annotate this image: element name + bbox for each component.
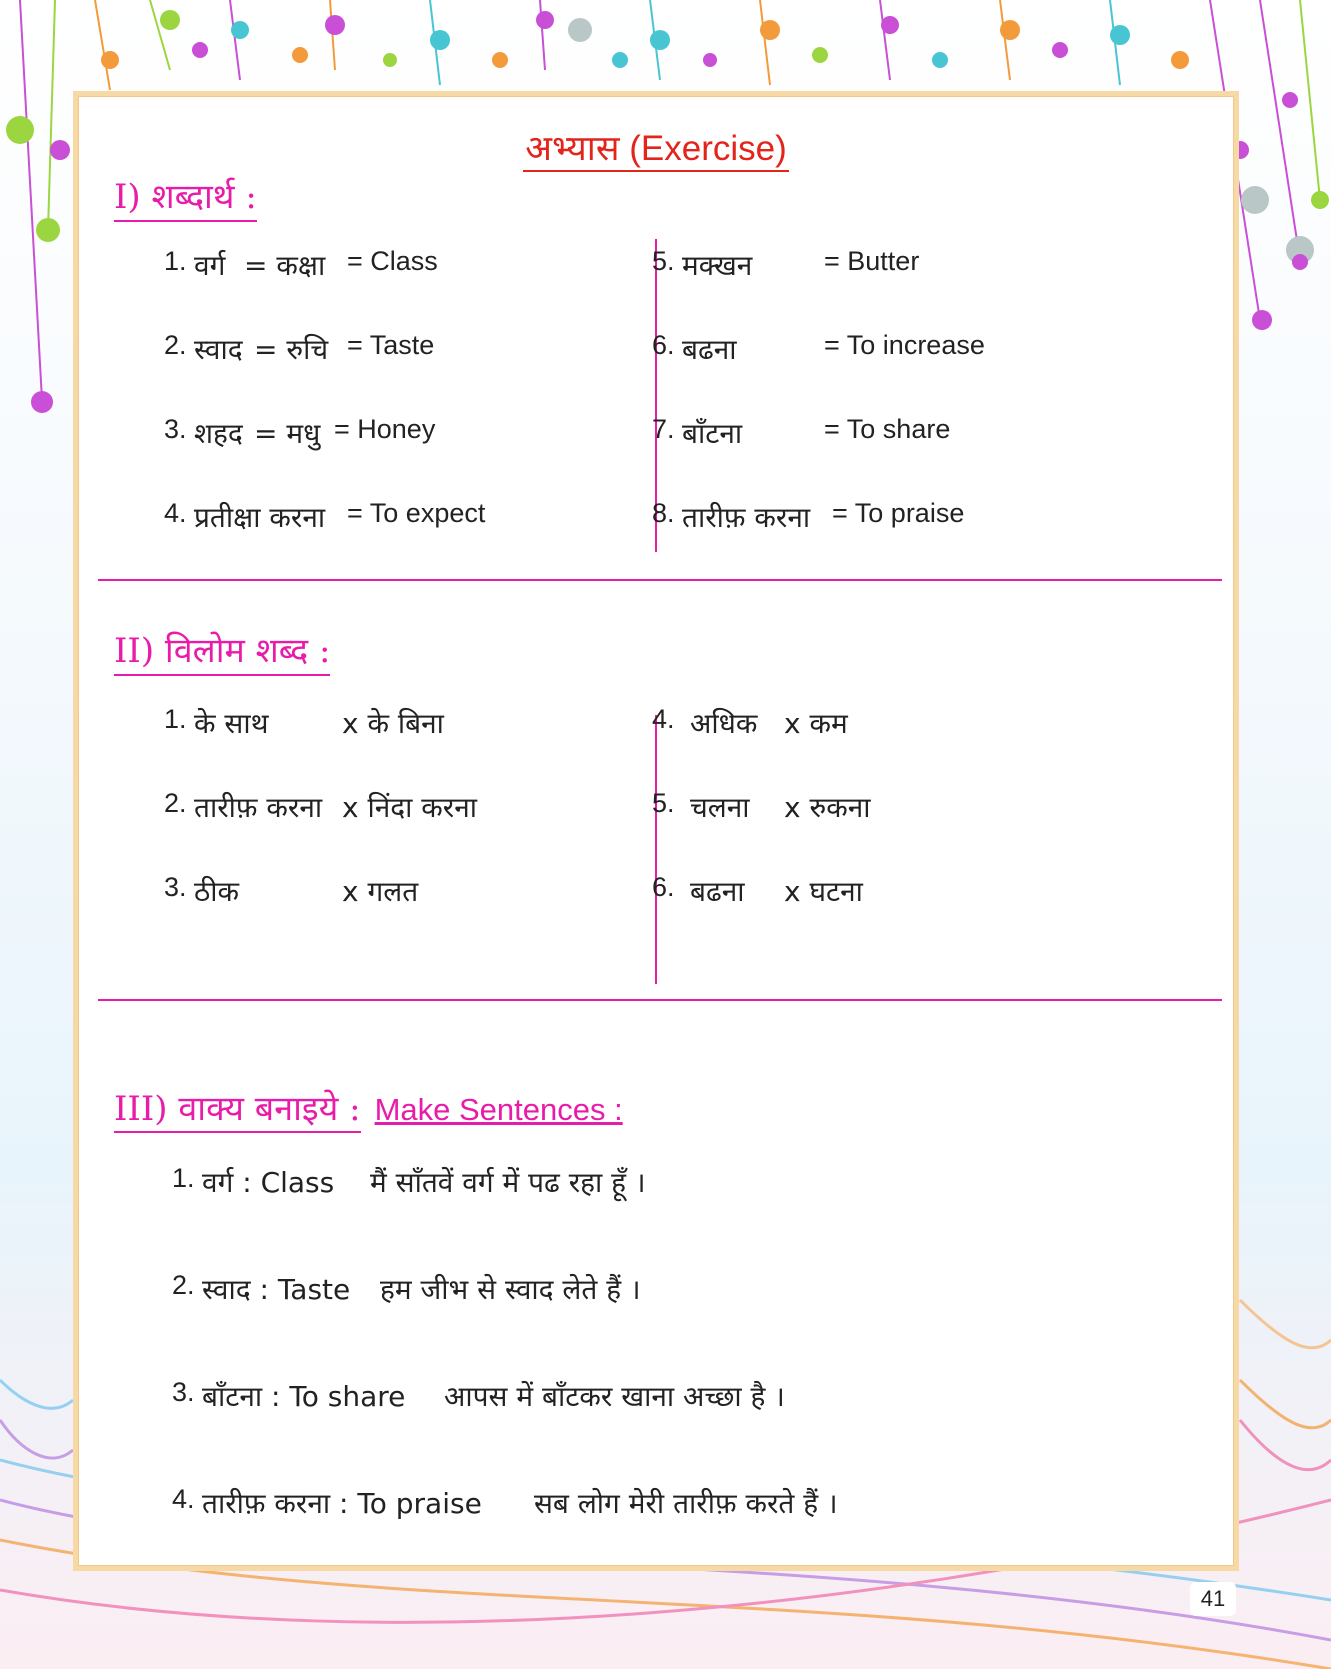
page-number: 41 — [1190, 1582, 1236, 1616]
section-divider — [98, 579, 1222, 581]
section-heading-meanings: I) शब्दार्थ : — [114, 172, 257, 222]
section-heading-antonyms: II) विलोम शब्द : — [114, 626, 330, 676]
section-divider — [98, 999, 1222, 1001]
section-heading-sentences-english: Make Sentences : — [374, 1092, 623, 1127]
exercise-card: अभ्यास (Exercise) I) शब्दार्थ : 1. वर्ग = कक्षा = Class 2. स्वाद = रुचि = Taste 3. शहद = मधु = Honey 4. प्रतीक्षा करना = To expect 5. मक्खन = Butter 6. बढना = To increase 7. बाँटना = To share 8. तारीफ़ करना = To praise II) विलोम शब्द : 1. के साथ x के बिना 2. तारीफ़ करना x निंदा करना 3. ठीक x गलत 4. अधिक x कम 5. चलना x रुकना 6. बढना x घटना III) वाक्य बनाइये : Make Sentences : 1. वर्ग : Class मैं साँतवें वर्ग में पढ रहा हूँ । 2. स्वाद : Taste हम जीभ से स्वाद लेते हैं । 3. बाँटना : To share आपस में बाँटकर खाना अच्छा है । 4. तारीफ़ करना : To praise सब लोग मेरी तारीफ़ करते हैं । — [73, 91, 1239, 1571]
column-divider — [655, 715, 657, 984]
section-heading-sentences-hindi: III) वाक्य बनाइये : — [114, 1089, 361, 1133]
page-title: अभ्यास (Exercise) — [78, 124, 1234, 171]
section-heading-sentences — [114, 1084, 623, 1132]
